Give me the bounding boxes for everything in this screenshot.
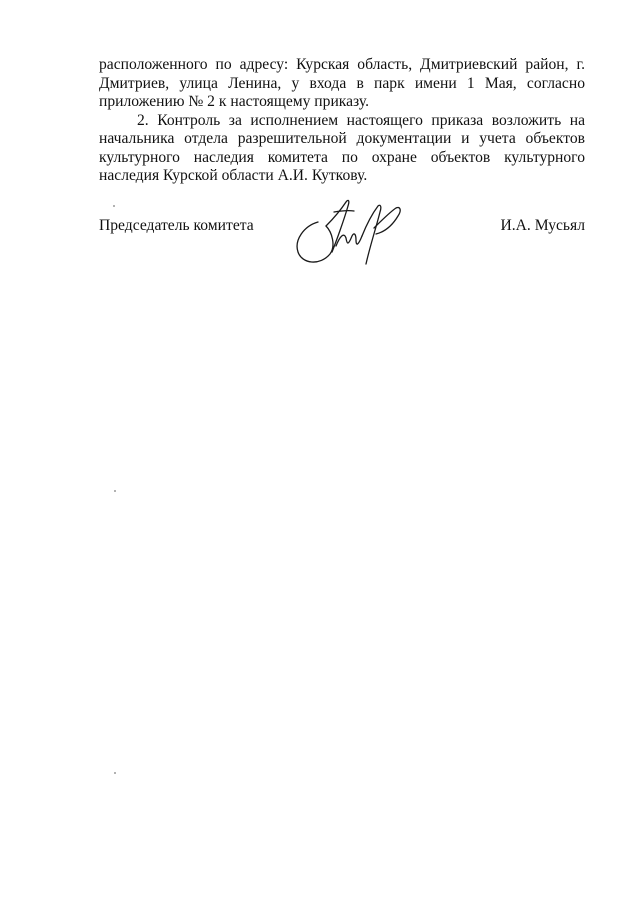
handwritten-signature [292,192,412,274]
paragraph-control: 2. Контроль за исполнением настоящего приказа возложить на начальника отдела разрешительной документации и учета объектов культурного наследия комитета по охране объектов культурного наследия Курской области А.И. Куткову. [99,111,585,184]
scan-speck [114,490,116,492]
signatory-name: И.А. Мусьял [500,217,585,234]
scan-speck [113,205,115,207]
signatory-title: Председатель комитета [99,217,254,234]
scan-speck [114,772,116,774]
document-body [99,56,585,186]
paragraph-address: расположенного по адресу: Курская область, Дмитриевский район, г. Дмитриев, улица Ленина, у входа в парк имени 1 Мая, согласно приложению № 2 к настоящему приказу. [99,56,585,110]
